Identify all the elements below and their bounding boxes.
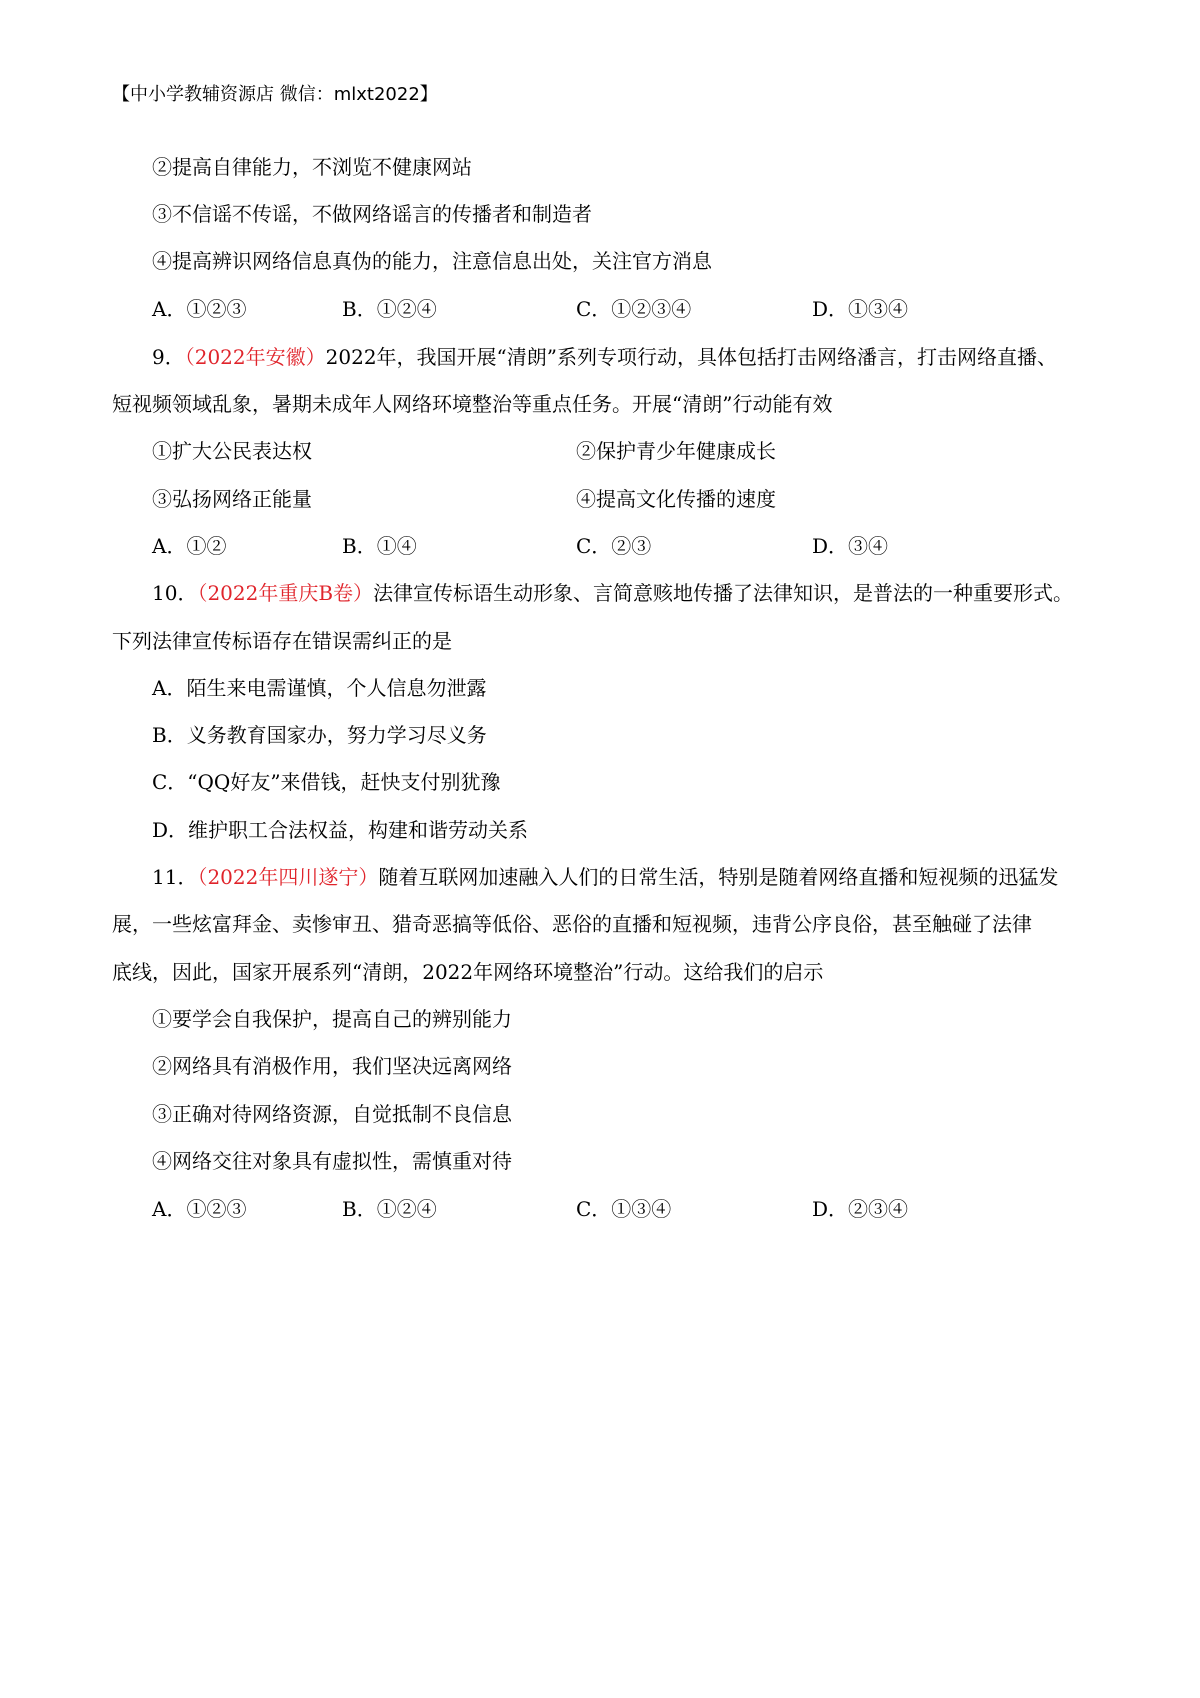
q9-item-1: ①扩大公民表达权 xyxy=(152,439,312,463)
q10-choice-c: C．“QQ好友”来借钱，赶快支付别犹豫 xyxy=(152,770,501,794)
q10-stem-line1 xyxy=(152,578,1073,608)
q11-number: 11． xyxy=(152,865,198,889)
q9-item-3: ③弘扬网络正能量 xyxy=(152,487,312,511)
q11-item-2: ②网络具有消极作用，我们坚决远离网络 xyxy=(152,1054,512,1078)
q8-option-c: C．①②③④ xyxy=(576,297,692,321)
q10-choice-a: A．陌生来电需谨慎，个人信息勿泄露 xyxy=(152,676,487,700)
q10-source: （2022年重庆B卷） xyxy=(197,581,374,605)
q8-option-d: D．①③④ xyxy=(812,297,909,321)
page-header: 【中小学教辅资源店 微信：mlxt2022】 xyxy=(112,84,438,105)
q10-choice-d: D．维护职工合法权益，构建和谐劳动关系 xyxy=(152,818,529,842)
q8-item-2: ②提高自律能力，不浏览不健康网站 xyxy=(152,155,472,179)
q8-option-a: A．①②③ xyxy=(152,297,247,321)
q10-number: 10． xyxy=(152,581,198,605)
q9-number: 9． xyxy=(152,345,185,369)
q11-stem-line2: 展，一些炫富拜金、卖惨审丑、猎奇恶搞等低俗、恶俗的直播和短视频，违背公序良俗，甚至触碰了法律 xyxy=(112,912,1032,936)
q11-source: （2022年四川遂宁） xyxy=(197,865,379,889)
q9-stem-text1: 2022年，我国开展“清朗”系列专项行动，具体包括打击网络潘言，打击网络直播、 xyxy=(325,345,1057,369)
q9-stem-line2: 短视频领域乱象，暑期未成年人网络环境整治等重点任务。开展“清朗”行动能有效 xyxy=(112,392,833,416)
q11-stem-text1: 随着互联网加速融入人们的日常生活，特别是随着网络直播和短视频的迅猛发 xyxy=(378,865,1059,889)
q11-stem-line1 xyxy=(152,862,1058,892)
q8-option-b: B．①②④ xyxy=(342,297,437,321)
q9-source: （2022年安徽） xyxy=(184,345,326,369)
q11-option-d: D．②③④ xyxy=(812,1197,909,1221)
q11-option-b: B．①②④ xyxy=(342,1197,437,1221)
q9-item-4: ④提高文化传播的速度 xyxy=(576,487,776,511)
q9-option-b: B．①④ xyxy=(342,534,417,558)
q11-option-c: C．①③④ xyxy=(576,1197,672,1221)
q8-item-3: ③不信谣不传谣，不做网络谣言的传播者和制造者 xyxy=(152,202,592,226)
q10-choice-b: B．义务教育国家办，努力学习尽义务 xyxy=(152,723,487,747)
q8-item-4: ④提高辨识网络信息真伪的能力，注意信息出处，关注官方消息 xyxy=(152,249,712,273)
q11-option-a: A．①②③ xyxy=(152,1197,247,1221)
q11-item-3: ③正确对待网络资源，自觉抵制不良信息 xyxy=(152,1102,512,1126)
q10-stem-text1: 法律宣传标语生动形象、言简意赅地传播了法律知识，是普法的一种重要形式。 xyxy=(373,581,1074,605)
q9-stem-line1 xyxy=(152,342,1057,372)
q9-option-d: D．③④ xyxy=(812,534,889,558)
q9-option-a: A．①② xyxy=(152,534,227,558)
q11-stem-line3: 底线，因此，国家开展系列“清朗，2022年网络环境整治”行动。这给我们的启示 xyxy=(112,960,824,984)
q9-option-c: C．②③ xyxy=(576,534,652,558)
q11-item-4: ④网络交往对象具有虚拟性，需慎重对待 xyxy=(152,1149,512,1173)
q9-item-2: ②保护青少年健康成长 xyxy=(576,439,776,463)
q11-item-1: ①要学会自我保护，提高自己的辨别能力 xyxy=(152,1007,512,1031)
q10-stem-line2: 下列法律宣传标语存在错误需纠正的是 xyxy=(112,629,452,653)
